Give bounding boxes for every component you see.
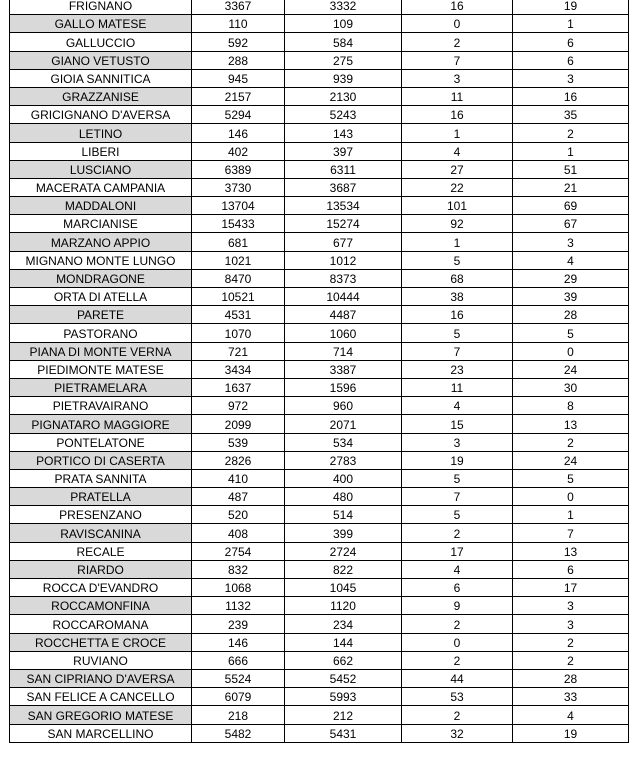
value-cell: 408 (192, 524, 285, 542)
value-cell: 2 (513, 124, 629, 142)
value-cell: 16 (513, 87, 629, 105)
table-row (10, 706, 629, 724)
value-cell: 5993 (285, 688, 402, 706)
table-row (10, 506, 629, 524)
value-cell: 5524 (192, 669, 285, 687)
value-cell: 1021 (192, 251, 285, 269)
table-row (10, 215, 629, 233)
value-cell: 144 (285, 633, 402, 651)
value-cell: 146 (192, 124, 285, 142)
table-row (10, 669, 629, 687)
value-cell: 4487 (285, 306, 402, 324)
value-cell: 3387 (285, 360, 402, 378)
value-cell: 3687 (285, 178, 402, 196)
value-cell: 972 (192, 397, 285, 415)
value-cell: 1 (402, 233, 513, 251)
value-cell: 3332 (285, 0, 402, 15)
value-cell: 109 (285, 15, 402, 33)
value-cell: 30 (513, 378, 629, 396)
table-row (10, 469, 629, 487)
value-cell: 17 (513, 579, 629, 597)
municipality-cell: RUVIANO (10, 651, 192, 669)
value-cell: 7 (513, 524, 629, 542)
value-cell: 399 (285, 524, 402, 542)
value-cell: 487 (192, 488, 285, 506)
value-cell: 24 (513, 451, 629, 469)
municipality-cell: ROCCAROMANA (10, 615, 192, 633)
value-cell: 6 (402, 579, 513, 597)
table-row (10, 342, 629, 360)
value-cell: 5452 (285, 669, 402, 687)
value-cell: 6389 (192, 160, 285, 178)
table-row (10, 33, 629, 51)
value-cell: 3 (513, 233, 629, 251)
value-cell: 714 (285, 342, 402, 360)
value-cell: 3434 (192, 360, 285, 378)
value-cell: 1 (513, 506, 629, 524)
value-cell: 662 (285, 651, 402, 669)
value-cell: 5243 (285, 106, 402, 124)
value-cell: 520 (192, 506, 285, 524)
value-cell: 1637 (192, 378, 285, 396)
value-cell: 584 (285, 33, 402, 51)
value-cell: 16 (402, 106, 513, 124)
value-cell: 35 (513, 106, 629, 124)
value-cell: 3 (513, 69, 629, 87)
table-row (10, 160, 629, 178)
value-cell: 3 (513, 597, 629, 615)
value-cell: 1132 (192, 597, 285, 615)
data-table (9, 0, 629, 743)
value-cell: 1 (513, 15, 629, 33)
municipality-cell: GIOIA SANNITICA (10, 69, 192, 87)
table-row (10, 69, 629, 87)
value-cell: 15 (402, 415, 513, 433)
municipality-cell: MARZANO APPIO (10, 233, 192, 251)
value-cell: 10521 (192, 288, 285, 306)
value-cell: 514 (285, 506, 402, 524)
municipality-cell: GRICIGNANO D'AVERSA (10, 106, 192, 124)
value-cell: 13 (513, 415, 629, 433)
value-cell: 5 (402, 324, 513, 342)
municipality-cell: RIARDO (10, 560, 192, 578)
municipality-cell: RECALE (10, 542, 192, 560)
value-cell: 218 (192, 706, 285, 724)
value-cell: 4 (513, 251, 629, 269)
municipality-cell: RAVISCANINA (10, 524, 192, 542)
table-row (10, 560, 629, 578)
value-cell: 721 (192, 342, 285, 360)
table-row (10, 688, 629, 706)
value-cell: 0 (513, 342, 629, 360)
table-row (10, 87, 629, 105)
municipality-cell: MARCIANISE (10, 215, 192, 233)
value-cell: 1120 (285, 597, 402, 615)
value-cell: 19 (513, 0, 629, 15)
value-cell: 2071 (285, 415, 402, 433)
table-row (10, 579, 629, 597)
value-cell: 400 (285, 469, 402, 487)
value-cell: 6311 (285, 160, 402, 178)
value-cell: 832 (192, 560, 285, 578)
value-cell: 101 (402, 197, 513, 215)
table-row (10, 651, 629, 669)
value-cell: 44 (402, 669, 513, 687)
value-cell: 67 (513, 215, 629, 233)
value-cell: 9 (402, 597, 513, 615)
value-cell: 960 (285, 397, 402, 415)
municipality-cell: PRESENZANO (10, 506, 192, 524)
value-cell: 212 (285, 706, 402, 724)
municipality-cell: SAN FELICE A CANCELLO (10, 688, 192, 706)
municipality-cell: PRATELLA (10, 488, 192, 506)
value-cell: 3 (402, 433, 513, 451)
value-cell: 1012 (285, 251, 402, 269)
table-row (10, 288, 629, 306)
value-cell: 2 (402, 615, 513, 633)
value-cell: 2754 (192, 542, 285, 560)
table-row (10, 124, 629, 142)
value-cell: 16 (402, 306, 513, 324)
value-cell: 2 (513, 433, 629, 451)
value-cell: 19 (402, 451, 513, 469)
value-cell: 5 (402, 469, 513, 487)
table-row (10, 142, 629, 160)
municipality-cell: LIBERI (10, 142, 192, 160)
value-cell: 13 (513, 542, 629, 560)
value-cell: 539 (192, 433, 285, 451)
value-cell: 5482 (192, 724, 285, 742)
municipality-cell: PIETRAMELARA (10, 378, 192, 396)
value-cell: 2783 (285, 451, 402, 469)
value-cell: 2099 (192, 415, 285, 433)
value-cell: 24 (513, 360, 629, 378)
value-cell: 28 (513, 306, 629, 324)
value-cell: 68 (402, 269, 513, 287)
value-cell: 5 (402, 251, 513, 269)
table-row (10, 724, 629, 742)
value-cell: 1068 (192, 579, 285, 597)
value-cell: 53 (402, 688, 513, 706)
municipality-cell: MADDALONI (10, 197, 192, 215)
municipality-cell: ROCCA D'EVANDRO (10, 579, 192, 597)
value-cell: 5431 (285, 724, 402, 742)
value-cell: 3367 (192, 0, 285, 15)
table-row (10, 197, 629, 215)
municipality-cell: FRIGNANO (10, 0, 192, 15)
value-cell: 0 (513, 488, 629, 506)
value-cell: 39 (513, 288, 629, 306)
table-row (10, 397, 629, 415)
value-cell: 0 (402, 15, 513, 33)
value-cell: 8 (513, 397, 629, 415)
value-cell: 92 (402, 215, 513, 233)
value-cell: 2157 (192, 87, 285, 105)
value-cell: 592 (192, 33, 285, 51)
value-cell: 2 (402, 706, 513, 724)
value-cell: 21 (513, 178, 629, 196)
table-row (10, 233, 629, 251)
value-cell: 1045 (285, 579, 402, 597)
table-row (10, 597, 629, 615)
value-cell: 2 (402, 651, 513, 669)
municipality-cell: MACERATA CAMPANIA (10, 178, 192, 196)
municipality-cell: GRAZZANISE (10, 87, 192, 105)
municipality-cell: SAN MARCELLINO (10, 724, 192, 742)
value-cell: 32 (402, 724, 513, 742)
value-cell: 13704 (192, 197, 285, 215)
value-cell: 7 (402, 342, 513, 360)
value-cell: 11 (402, 378, 513, 396)
value-cell: 6079 (192, 688, 285, 706)
municipality-cell: GALLO MATESE (10, 15, 192, 33)
table-row (10, 360, 629, 378)
value-cell: 4 (402, 397, 513, 415)
value-cell: 402 (192, 142, 285, 160)
value-cell: 5 (513, 324, 629, 342)
municipality-cell: MIGNANO MONTE LUNGO (10, 251, 192, 269)
value-cell: 2 (402, 33, 513, 51)
value-cell: 822 (285, 560, 402, 578)
value-cell: 1596 (285, 378, 402, 396)
value-cell: 29 (513, 269, 629, 287)
municipality-cell: PARETE (10, 306, 192, 324)
municipality-cell: GIANO VETUSTO (10, 51, 192, 69)
municipality-cell: PIANA DI MONTE VERNA (10, 342, 192, 360)
value-cell: 13534 (285, 197, 402, 215)
table-row (10, 542, 629, 560)
table-row (10, 378, 629, 396)
value-cell: 275 (285, 51, 402, 69)
value-cell: 234 (285, 615, 402, 633)
value-cell: 7 (402, 488, 513, 506)
value-cell: 2 (513, 633, 629, 651)
value-cell: 16 (402, 0, 513, 15)
value-cell: 3 (513, 615, 629, 633)
table-row (10, 0, 629, 15)
value-cell: 4 (402, 560, 513, 578)
municipality-cell: LUSCIANO (10, 160, 192, 178)
value-cell: 681 (192, 233, 285, 251)
value-cell: 410 (192, 469, 285, 487)
table-row (10, 524, 629, 542)
table-row (10, 324, 629, 342)
value-cell: 2 (513, 651, 629, 669)
municipality-cell: PONTELATONE (10, 433, 192, 451)
value-cell: 69 (513, 197, 629, 215)
table-row (10, 633, 629, 651)
value-cell: 1060 (285, 324, 402, 342)
value-cell: 17 (402, 542, 513, 560)
municipality-cell: ROCCAMONFINA (10, 597, 192, 615)
value-cell: 11 (402, 87, 513, 105)
value-cell: 51 (513, 160, 629, 178)
value-cell: 19 (513, 724, 629, 742)
value-cell: 288 (192, 51, 285, 69)
value-cell: 939 (285, 69, 402, 87)
value-cell: 3730 (192, 178, 285, 196)
value-cell: 6 (513, 560, 629, 578)
municipality-cell: PIGNATARO MAGGIORE (10, 415, 192, 433)
municipality-cell: PIEDIMONTE MATESE (10, 360, 192, 378)
table-row (10, 488, 629, 506)
municipality-cell: MONDRAGONE (10, 269, 192, 287)
value-cell: 3 (402, 69, 513, 87)
value-cell: 6 (513, 33, 629, 51)
value-cell: 5 (402, 506, 513, 524)
value-cell: 143 (285, 124, 402, 142)
value-cell: 110 (192, 15, 285, 33)
table-row (10, 415, 629, 433)
value-cell: 33 (513, 688, 629, 706)
table-row (10, 178, 629, 196)
value-cell: 1 (513, 142, 629, 160)
value-cell: 4 (513, 706, 629, 724)
value-cell: 239 (192, 615, 285, 633)
value-cell: 38 (402, 288, 513, 306)
value-cell: 677 (285, 233, 402, 251)
value-cell: 5 (513, 469, 629, 487)
table-row (10, 51, 629, 69)
value-cell: 22 (402, 178, 513, 196)
table-row (10, 615, 629, 633)
value-cell: 7 (402, 51, 513, 69)
value-cell: 8373 (285, 269, 402, 287)
value-cell: 397 (285, 142, 402, 160)
value-cell: 23 (402, 360, 513, 378)
value-cell: 2724 (285, 542, 402, 560)
value-cell: 534 (285, 433, 402, 451)
municipality-cell: PIETRAVAIRANO (10, 397, 192, 415)
value-cell: 1 (402, 124, 513, 142)
municipality-cell: PORTICO DI CASERTA (10, 451, 192, 469)
value-cell: 27 (402, 160, 513, 178)
value-cell: 28 (513, 669, 629, 687)
value-cell: 2 (402, 524, 513, 542)
value-cell: 0 (402, 633, 513, 651)
value-cell: 10444 (285, 288, 402, 306)
table-row (10, 251, 629, 269)
value-cell: 945 (192, 69, 285, 87)
value-cell: 666 (192, 651, 285, 669)
value-cell: 15433 (192, 215, 285, 233)
value-cell: 2130 (285, 87, 402, 105)
value-cell: 4 (402, 142, 513, 160)
value-cell: 480 (285, 488, 402, 506)
value-cell: 4531 (192, 306, 285, 324)
municipality-cell: ROCCHETTA E CROCE (10, 633, 192, 651)
value-cell: 5294 (192, 106, 285, 124)
value-cell: 8470 (192, 269, 285, 287)
table-row (10, 433, 629, 451)
table-row (10, 15, 629, 33)
value-cell: 146 (192, 633, 285, 651)
municipality-cell: PASTORANO (10, 324, 192, 342)
value-cell: 2826 (192, 451, 285, 469)
municipality-cell: PRATA SANNITA (10, 469, 192, 487)
table-row (10, 106, 629, 124)
municipality-cell: SAN GREGORIO MATESE (10, 706, 192, 724)
municipality-cell: ORTA DI ATELLA (10, 288, 192, 306)
value-cell: 1070 (192, 324, 285, 342)
value-cell: 15274 (285, 215, 402, 233)
table-row (10, 451, 629, 469)
municipality-cell: LETINO (10, 124, 192, 142)
value-cell: 6 (513, 51, 629, 69)
table-row (10, 306, 629, 324)
municipality-cell: SAN CIPRIANO D'AVERSA (10, 669, 192, 687)
municipality-cell: GALLUCCIO (10, 33, 192, 51)
table-row (10, 269, 629, 287)
